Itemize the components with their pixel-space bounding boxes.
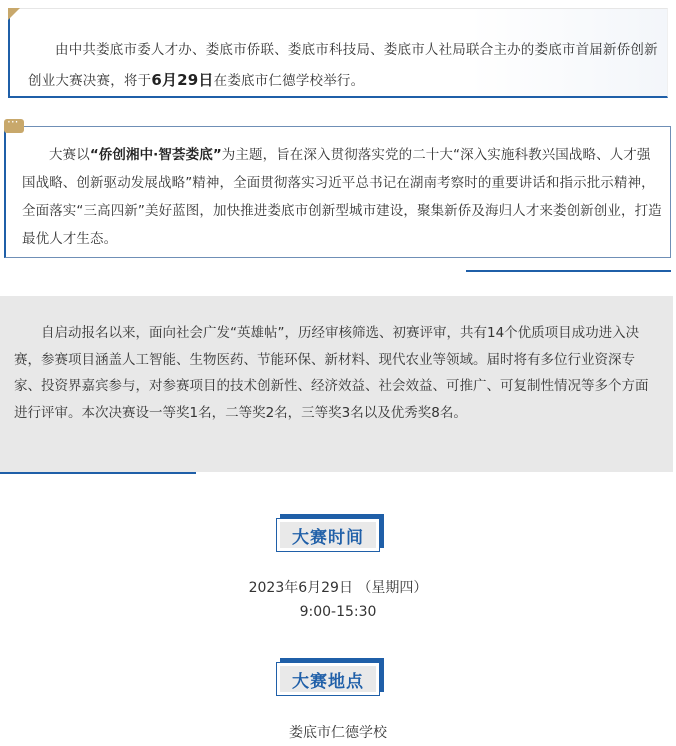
event-hours: 9:00-15:30 xyxy=(299,604,377,620)
event-date: 2023年6月29日 （星期四） xyxy=(248,580,428,596)
theme-box xyxy=(4,126,671,258)
details-panel xyxy=(0,296,673,472)
theme-paragraph xyxy=(22,141,662,253)
intro-box xyxy=(8,8,668,98)
speech-bubble-icon xyxy=(4,119,24,133)
intro-text-after: 在娄底市仁德学校举行。 xyxy=(213,73,365,89)
divider-right xyxy=(466,270,671,272)
theme-text-after: 为主题，旨在深入贯彻落实党的二十大“深入实施科教兴国战略、人才强国战略、创新驱动发展战略”精神，全面贯彻落实习近平总书记在湖南考察时的重要讲话和指示批示精神，全面落实“三高四新”美好蓝图，加快推进娄底市创新型城市建设，聚集新侨及海归人才来娄创新创业，打造最优人才生态。 xyxy=(22,147,662,247)
divider-left xyxy=(0,472,196,474)
event-venue: 娄底市仁德学校 xyxy=(289,725,387,741)
theme-title-bold: “侨创湘中·智荟娄底” xyxy=(89,147,222,163)
time-section-heading xyxy=(276,514,384,552)
heading-frame xyxy=(276,518,380,552)
corner-triangle-icon xyxy=(8,8,20,20)
heading-frame xyxy=(276,662,380,696)
intro-date-bold: 6月29日 xyxy=(151,71,214,89)
time-section-label: 大赛时间 xyxy=(280,522,376,548)
intro-text-before: 由中共娄底市委人才办、娄底市侨联、娄底市科技局、娄底市人社局联合主办的娄底市首届新侨创新创业大赛决赛，将于 xyxy=(28,42,658,89)
place-section-label: 大赛地点 xyxy=(280,666,376,692)
details-paragraph: 自启动报名以来，面向社会广发“英雄帖”，历经审核筛选、初赛评审，共有14个优质项目成功进入决赛，参赛项目涵盖人工智能、生物医药、节能环保、新材料、现代农业等领域。届时将有多位行业资深专家、投资界嘉宾参与，对参赛项目的技术创新性、经济效益、社会效益、可推广、可复制性情况等多个方面进行评审。本次决赛设一等奖1名，二等奖2名，三等奖3名以及优秀奖8名。 xyxy=(14,325,649,421)
place-section-heading xyxy=(276,658,384,696)
intro-paragraph xyxy=(28,35,660,96)
theme-text-before: 大赛以 xyxy=(49,147,90,163)
